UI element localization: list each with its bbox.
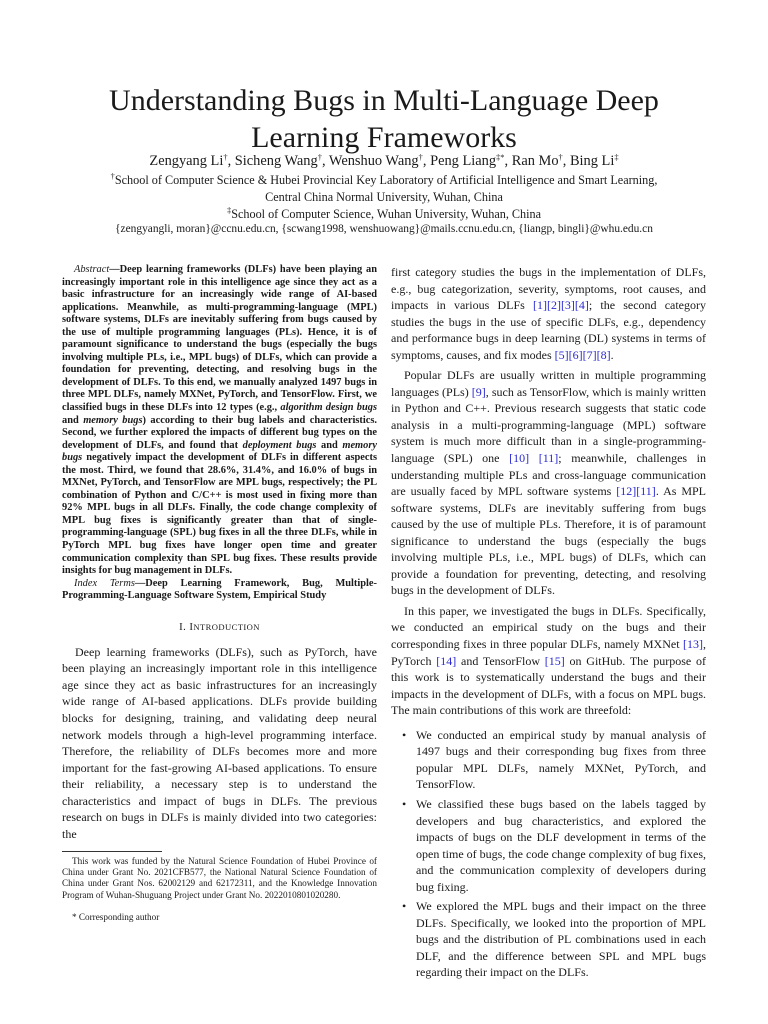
citation-link[interactable]: [15] <box>544 653 565 668</box>
list-item-text: We conducted an empirical study by manual analysis of 1497 bugs and their corresponding bug fixes from three popular MPL DLFs, namely MXNet, PyTorch, and TensorFlow. <box>416 727 706 792</box>
body-text: In this paper, we investigated the bugs in DLFs. Specifically, we conducted an empirical study on the bugs and their corresponding fixes in three popular DLFs, namely MXNet <box>391 603 706 652</box>
paper-title: Understanding Bugs in Multi-Language Deep Learning Frameworks <box>109 84 659 155</box>
body-text: . As MPL software systems, DLFs are inevitably suffering from bugs caused by the use of multiple PLs. Therefore, it is of paramount significance to understand the bugs (especially the bugs involving multiple PLs, i.e., MPL bugs) of DLFs, which can provide a foundation for preventing, detecting, and resolving bugs in the development of DLFs. <box>391 484 706 598</box>
bullet-icon: • <box>402 727 407 742</box>
body-paragraph <box>391 603 706 719</box>
abstract-text: —Deep learning frameworks (DLFs) have been playing an increasingly important role in this intelligence age since they act as a basic infrastructure for an increasingly wide range of AI-based applications. Meanwhile, as multi-programming-language (MPL) software systems, DLFs are inevitably suffering from bugs caused by the use of multiple programming languages (PLs). Hence, it is of paramount significance to understand the bugs (especially the bugs involving multiple PLs, i.e., MPL bugs) of DLFs, which can provide a foundation for preventing, detecting, and resolving bugs in the development of DLFs. To this end, we manually analyzed 1497 bugs in three MPL DLFs, namely MXNet, PyTorch, and TensorFlow. First, we classified bugs in these DLFs into 12 types (e.g., <box>62 264 377 414</box>
abstract-emphasis: memory bugs <box>83 414 143 426</box>
index-terms-text: —Deep Learning Framework, Bug, Multiple-Programming-Language Software System, Empirical Study <box>62 577 377 602</box>
author-list <box>40 152 728 170</box>
body-text: Popular DLFs are usually written in multiple programming languages (PLs) <box>391 368 706 399</box>
intro-paragraph: Deep learning frameworks (DLFs), such as PyTorch, have been playing an increasingly important role in this intelligence age since they act as basic infrastructures for an increasingly wide range of AI-based applications. DLFs provide building blocks for designing, training, and validating deep neural network models through a high-level programming interface. Therefore, the reliability of DLFs becomes more and more important for the fast-growing AI-based applications. To ensure their reliability, a necessary step is to understand the characteristics and impact of bugs in DLFs. The previous research on bugs in DLFs is mainly divided into two categories: the <box>62 644 377 841</box>
body-text: and TensorFlow <box>456 653 545 668</box>
body-text: ; meanwhile, challenges in understanding multiple PLs and cross-language communication are usually faced by MPL software systems <box>391 451 707 499</box>
citation-link[interactable]: [14] <box>436 653 457 668</box>
affiliation-mark: ‡ <box>614 152 619 162</box>
citation-link[interactable]: [13] <box>683 637 703 652</box>
author-name: , Peng Liang <box>422 153 497 169</box>
list-item <box>391 796 706 895</box>
author-name: , Ran Mo <box>504 153 559 169</box>
left-column <box>62 264 377 842</box>
affiliation-mark: † <box>418 152 423 162</box>
affiliation-mark: ‡ <box>226 205 232 215</box>
body-text: , PyTorch <box>391 637 706 668</box>
affiliation-line: School of Computer Science & Hubei Provincial Key Laboratory of Artificial Intelligence and Smart Learning, <box>114 173 658 187</box>
index-terms <box>62 578 377 603</box>
abstract-emphasis: deployment bugs <box>242 439 317 451</box>
citation-link[interactable]: [11] <box>538 451 559 466</box>
bullet-icon: • <box>402 796 407 811</box>
affiliation-mark: † <box>110 171 115 181</box>
author-name: , Sicheng Wang <box>227 153 318 169</box>
author-name: , Bing Li <box>562 153 615 169</box>
body-text: ; the second category studies the bugs in the use of specific DLFs, e.g., dependency and performance bugs in deep learning (DL) systems in terms of symptoms, causes, and fix modes <box>391 298 707 362</box>
affiliation-mark: † <box>223 152 228 162</box>
citation-link[interactable]: [1][2][3][4] <box>532 298 589 313</box>
abstract-emphasis: algorithm design bugs <box>280 402 377 414</box>
affiliation-1 <box>40 172 728 189</box>
citation-link[interactable]: [10] <box>509 451 530 466</box>
corresponding-author-note: * Corresponding author <box>72 912 160 922</box>
right-column <box>391 264 706 984</box>
section-title-initial: I <box>189 620 194 633</box>
affiliation-mark: † <box>558 152 563 162</box>
body-paragraph <box>391 264 706 363</box>
author-name: Zengyang Li <box>149 153 224 169</box>
citation-link[interactable]: [9] <box>471 384 486 399</box>
body-paragraph <box>391 367 706 599</box>
section-number: I. <box>179 620 190 633</box>
section-heading-introduction <box>62 620 377 634</box>
abstract <box>62 264 377 578</box>
index-terms-label: Index Terms <box>74 577 135 589</box>
author-emails: {zengyangli, moran}@ccnu.edu.cn, {scwang1998, wenshuowang}@mails.ccnu.edu.cn, {liangp, bingli}@whu.edu.cn <box>115 223 653 235</box>
list-item-text: We explored the MPL bugs and their impact on the three DLFs. Specifically, we looked into the proportion of MPL bugs and the distribution of PL combinations used in each DLF, and the difference between SPL and MPL bugs regarding their impact on the DLFs. <box>416 899 706 980</box>
abstract-text: and <box>316 439 343 451</box>
abstract-label: Abstract <box>74 264 110 275</box>
bullet-icon: • <box>402 899 407 914</box>
affiliation-mark: † <box>317 152 322 162</box>
list-item <box>391 898 706 981</box>
body-text: first category studies the bugs in the implementation of DLFs, e.g., bug categorization, severity, symptoms, root causes, and impacts in various DLFs <box>391 265 706 313</box>
citation-link[interactable]: [5][6][7][8] <box>554 347 611 362</box>
affiliation-line: School of Computer Science, Wuhan University, Wuhan, China <box>231 207 542 221</box>
author-name: , Wenshuo Wang <box>321 153 419 169</box>
list-item-text: We classified these bugs based on the labels tagged by developers and bug characteristics, and explored the impacts of bugs on the DLF development in terms of the open time of bugs, the code change complexity of bug fixes, and the communication complexity of developers during bug fixing. <box>416 796 706 894</box>
footnote-rule <box>62 851 162 852</box>
abstract-text: ) according to their bug labels and characteristics. Second, we further explored the impacts of different bug types on the development of DLFs, and found that <box>62 414 377 451</box>
funding-footnote: This work was funded by the Natural Science Foundation of Hubei Province of China under Grant No. 2021CFB577, the National Natural Science Foundation of China under Grant Nos. 62002129 and 62172311, and the Knowledge Innovation Program of Wuhan-Shuguang Project under Grant No. 2022010801020280. <box>62 856 377 900</box>
abstract-emphasis: memory bugs <box>62 439 377 464</box>
affiliation-1-location: Central China Normal University, Wuhan, China <box>265 190 503 204</box>
abstract-text: negatively impact the development of DLFs in different aspects the most. Third, we found that 28.6%, 31.4%, and 16.0% of bugs in MXNet, PyTorch, and TensorFlow are MPL bugs, respectively; the PL combination of Python and C/C++ is most used in fixing more than 92% MPL bugs in all DLFs. Finally, the code change complexity of MPL bug fixes is significantly greater than that of single-programming-language (SPL) bug fixes in all the three DLFs, while in PyTorch MPL bug fixes have longer open time and greater communication complexity than SPL bug fixes. These results provide insights for bug management in DLFs. <box>62 452 377 577</box>
section-title-smallcaps: NTRODUCTION <box>193 621 260 632</box>
citation-link[interactable]: [12][11] <box>616 484 656 499</box>
body-text: on GitHub. The purpose of this work is to systematically understand the bugs and their impacts in the development of DLFs, with a focus on MPL bugs. The main contributions of this work are threefold: <box>391 653 706 718</box>
contributions-list <box>391 727 706 981</box>
body-text: , such as TensorFlow, which is mainly written in Python and C++. Previous research suggests that static code analysis in a multi-programming-language (MPL) software system is much more difficult than in a single-programming-language (SPL) one <box>391 384 706 466</box>
affiliation-mark: ‡* <box>496 152 505 162</box>
body-text: . <box>610 347 614 362</box>
body-text <box>529 451 539 465</box>
abstract-text: and <box>62 414 84 426</box>
list-item <box>391 727 706 793</box>
